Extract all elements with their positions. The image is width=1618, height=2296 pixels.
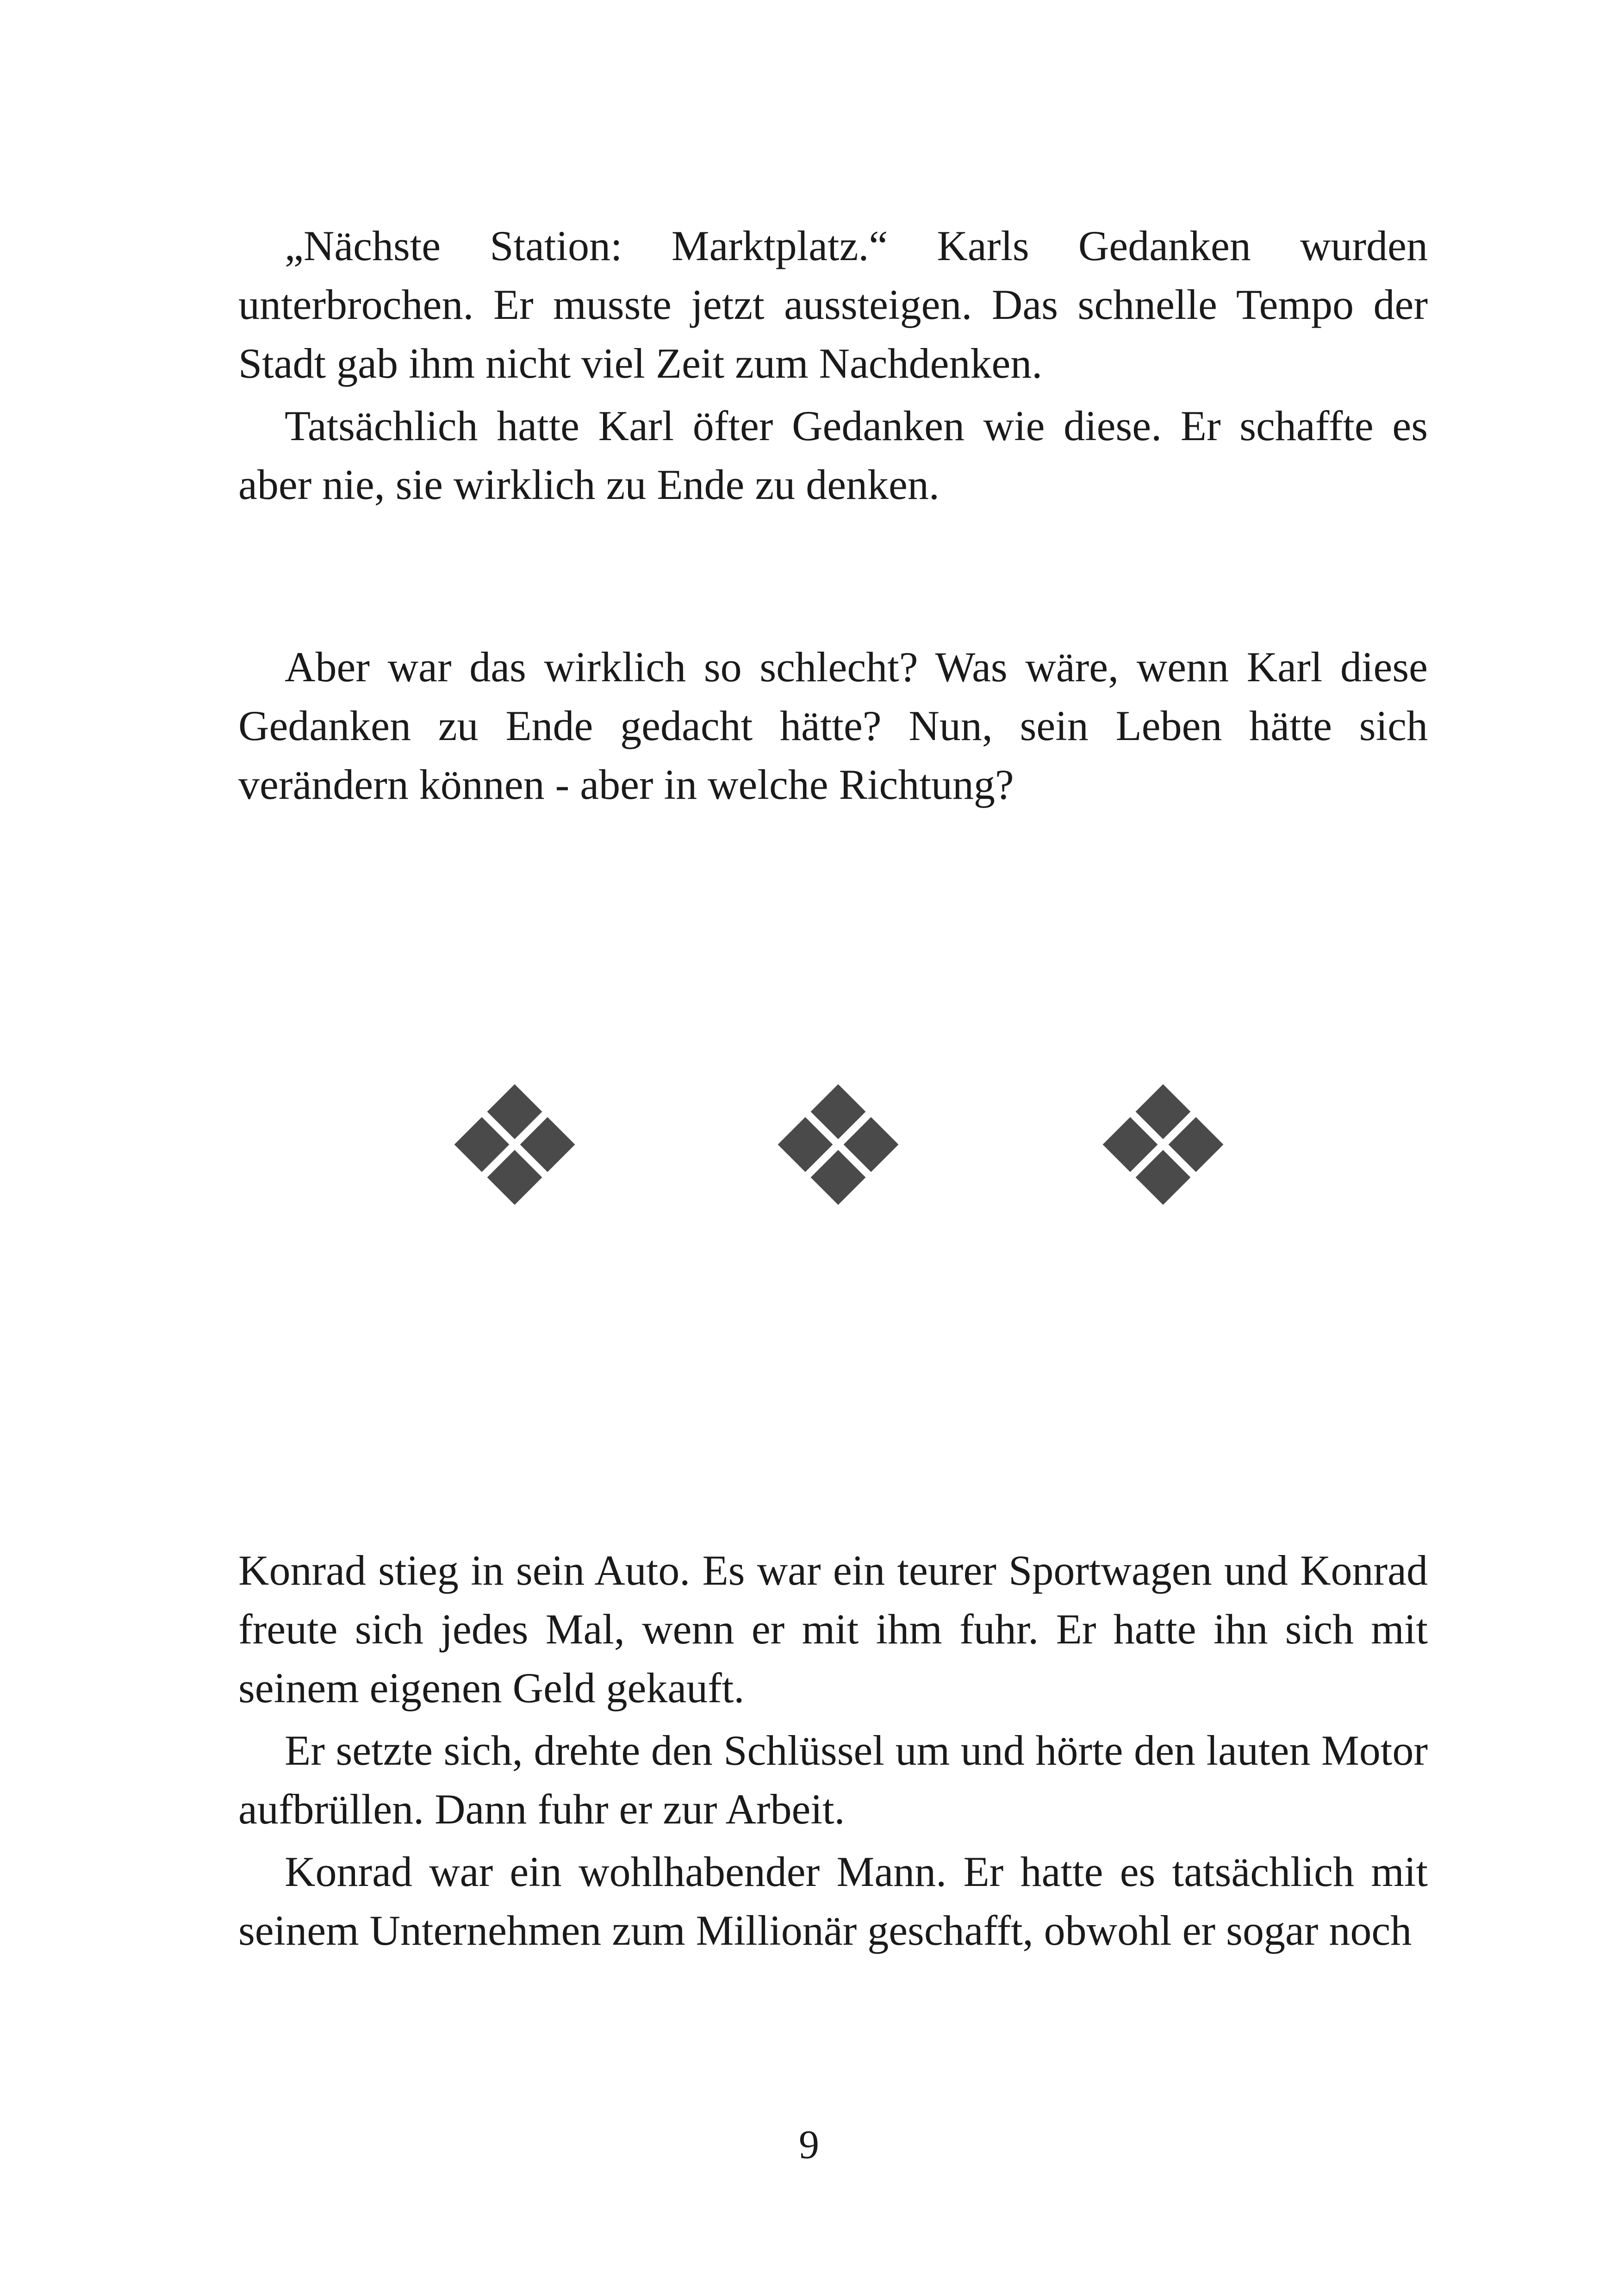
four-diamond-cluster-icon bbox=[1105, 1087, 1221, 1202]
paragraph: „Nächste Station: Marktplatz.“ Karls Gedanken wurden unterbrochen. Er musste jetzt aussteigen. Das schnelle Tempo der Stadt gab ihm nicht viel Zeit zum Nachdenken. bbox=[238, 222, 1428, 387]
four-diamond-cluster-icon bbox=[780, 1087, 896, 1202]
section-break-ornament bbox=[0, 1087, 1618, 1207]
paragraph: Konrad war ein wohlhabender Mann. Er hatte es tatsächlich mit seinem Unternehmen zum Millionär geschafft, obwohl er sogar noch bbox=[238, 1848, 1428, 1954]
paragraph: Er setzte sich, drehte den Schlüssel um und hörte den lauten Motor aufbrüllen. Dann fuhr er zur Arbeit. bbox=[238, 1727, 1428, 1833]
paragraph: Tatsächlich hatte Karl öfter Gedanken wie diese. Er schaffte es aber nie, sie wirklich zu Ende zu denken. bbox=[238, 402, 1428, 508]
page-number: 9 bbox=[799, 2122, 819, 2167]
text-section-karl bbox=[238, 217, 1428, 514]
paragraph: Konrad stieg in sein Auto. Es war ein teurer Sportwagen und Konrad freute sich jedes Mal, wenn er mit ihm fuhr. Er hatte ihn sich mit seinem eigenen Geld gekauft. bbox=[238, 1547, 1428, 1711]
text-section-reflection bbox=[238, 638, 1428, 814]
text-section-konrad bbox=[238, 1541, 1428, 1960]
paragraph: Aber war das wirklich so schlecht? Was wäre, wenn Karl diese Gedanken zu Ende gedacht hätte? Nun, sein Leben hätte sich verändern können - aber in welche Richtung? bbox=[238, 643, 1428, 808]
four-diamond-cluster-icon bbox=[457, 1087, 573, 1202]
